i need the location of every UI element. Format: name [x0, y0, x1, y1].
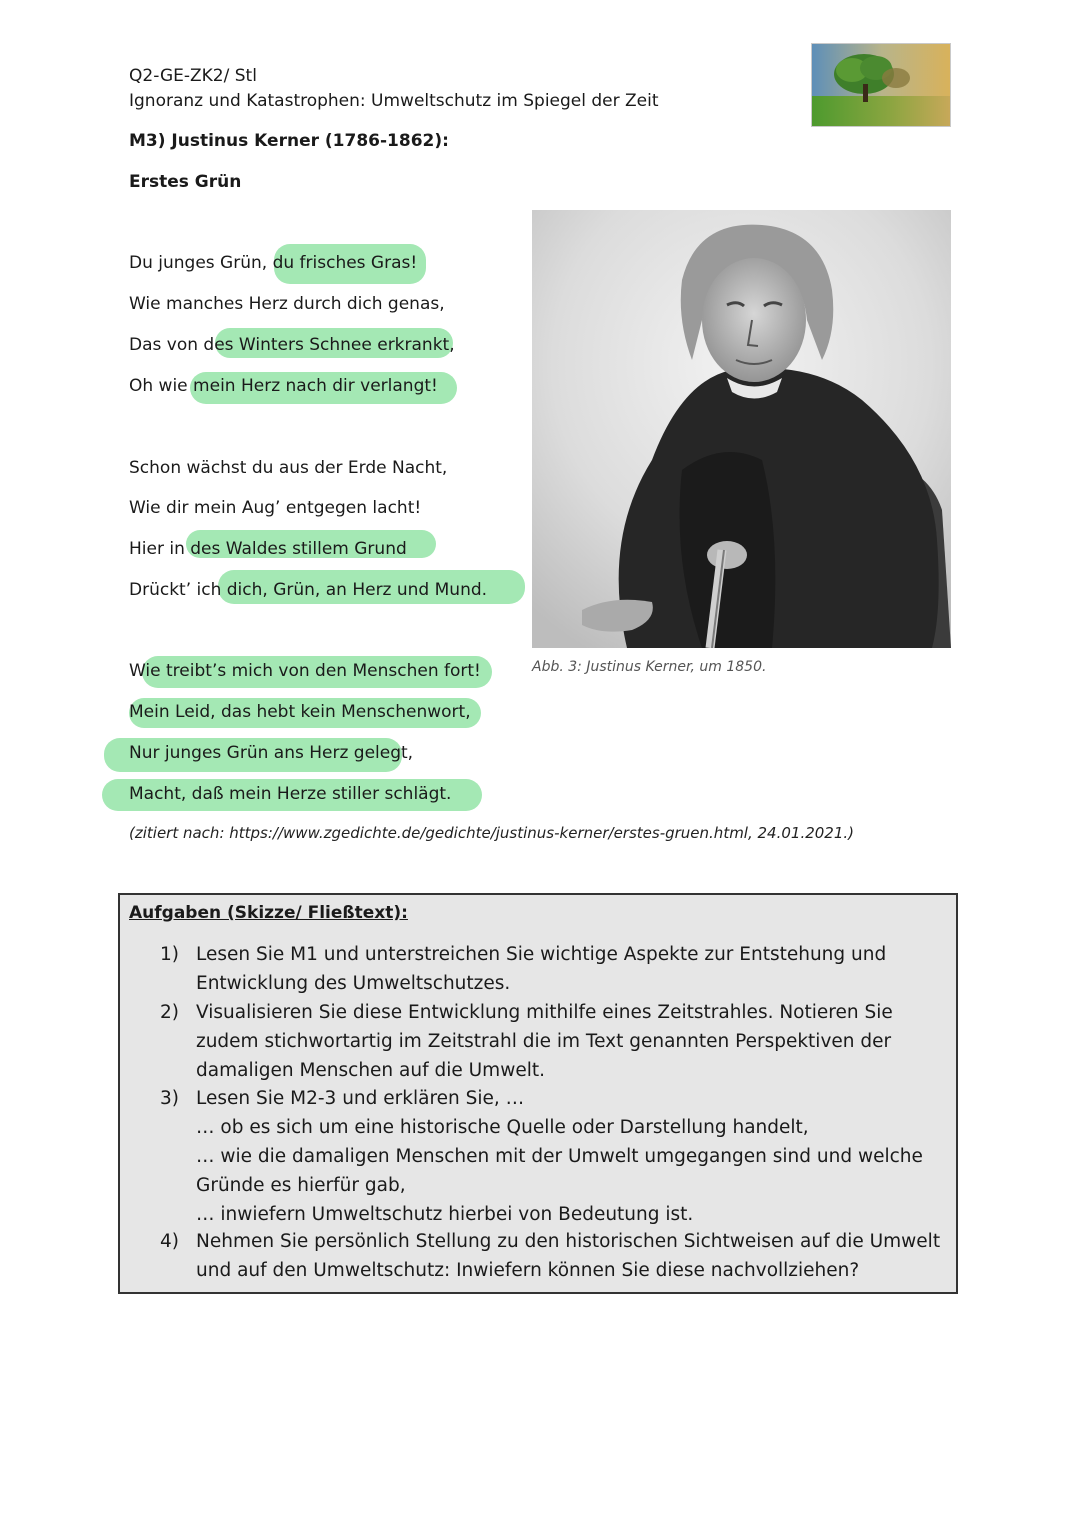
task-item: [160, 1227, 950, 1285]
poem-line: Mein Leid, das hebt kein Menschenwort,: [129, 702, 471, 722]
task-text: Visualisieren Sie diese Entwicklung mithilfe eines Zeitstrahles. Notieren Sie zudem stichwortartig im Zeitstrahl die im Text genannten Perspektiven der damaligen Menschen auf die Umwelt.: [196, 1002, 893, 1081]
task-item: [160, 940, 950, 998]
tasks-box: [118, 893, 958, 1294]
poem-line: Oh wie mein Herz nach dir verlangt!: [129, 376, 438, 396]
task-subitem: … wie die damaligen Menschen mit der Umwelt umgegangen sind und welche Gründe es hierfür gab,: [196, 1146, 923, 1196]
task-number: 4): [160, 1231, 179, 1252]
task-text: Lesen Sie M2-3 und erklären Sie, …: [196, 1088, 525, 1109]
task-number: 3): [160, 1088, 179, 1109]
poem-line: Drückt’ ich dich, Grün, an Herz und Mund.: [129, 580, 488, 600]
task-text: Nehmen Sie persönlich Stellung zu den historischen Sichtweisen auf die Umwelt und auf den Umweltschutz: Inwiefern können Sie diese nachvollziehen?: [196, 1231, 941, 1281]
poem: [0, 0, 560, 830]
poem-title: Erstes Grün: [129, 172, 242, 192]
task-item: [160, 1084, 950, 1229]
poem-line: Das von des Winters Schnee erkrankt,: [129, 335, 455, 355]
poem-line: Wie dir mein Aug’ entgegen lacht!: [129, 498, 422, 518]
poem-line: Wie treibt’s mich von den Menschen fort!: [129, 661, 481, 681]
task-subitem: … inwiefern Umweltschutz hierbei von Bedeutung ist.: [196, 1204, 694, 1225]
tasks-heading: Aufgaben (Skizze/ Fließtext):: [129, 903, 408, 923]
poem-line: Hier in des Waldes stillem Grund: [129, 539, 407, 559]
worksheet-topic: Ignoranz und Katastrophen: Umweltschutz im Spiegel der Zeit: [129, 91, 659, 111]
task-item: [160, 998, 950, 1085]
material-label: M3) Justinus Kerner (1786-1862):: [129, 131, 449, 151]
poem-line: Du junges Grün, du frisches Gras!: [129, 253, 418, 273]
poem-line: Schon wächst du aus der Erde Nacht,: [129, 458, 448, 478]
poem-line: Nur junges Grün ans Herz gelegt,: [129, 743, 414, 763]
course-code: Q2-GE-ZK2/ Stl: [129, 66, 257, 86]
poem-line: Wie manches Herz durch dich genas,: [129, 294, 445, 314]
tree-landscape-image: [811, 43, 951, 127]
task-subitem: … ob es sich um eine historische Quelle oder Darstellung handelt,: [196, 1117, 809, 1138]
task-number: 2): [160, 1002, 179, 1023]
task-number: 1): [160, 944, 179, 965]
poem-line: Macht, daß mein Herze stiller schlägt.: [129, 784, 452, 804]
task-text: Lesen Sie M1 und unterstreichen Sie wichtige Aspekte zur Entstehung und Entwicklung des Umweltschutzes.: [196, 944, 887, 994]
figure-caption: Abb. 3: Justinus Kerner, um 1850.: [532, 659, 767, 675]
portrait-photo: [532, 210, 951, 648]
citation: (zitiert nach: https://www.zgedichte.de/gedichte/justinus-kerner/erstes-gruen.html, 24.01.2021.): [129, 824, 855, 842]
